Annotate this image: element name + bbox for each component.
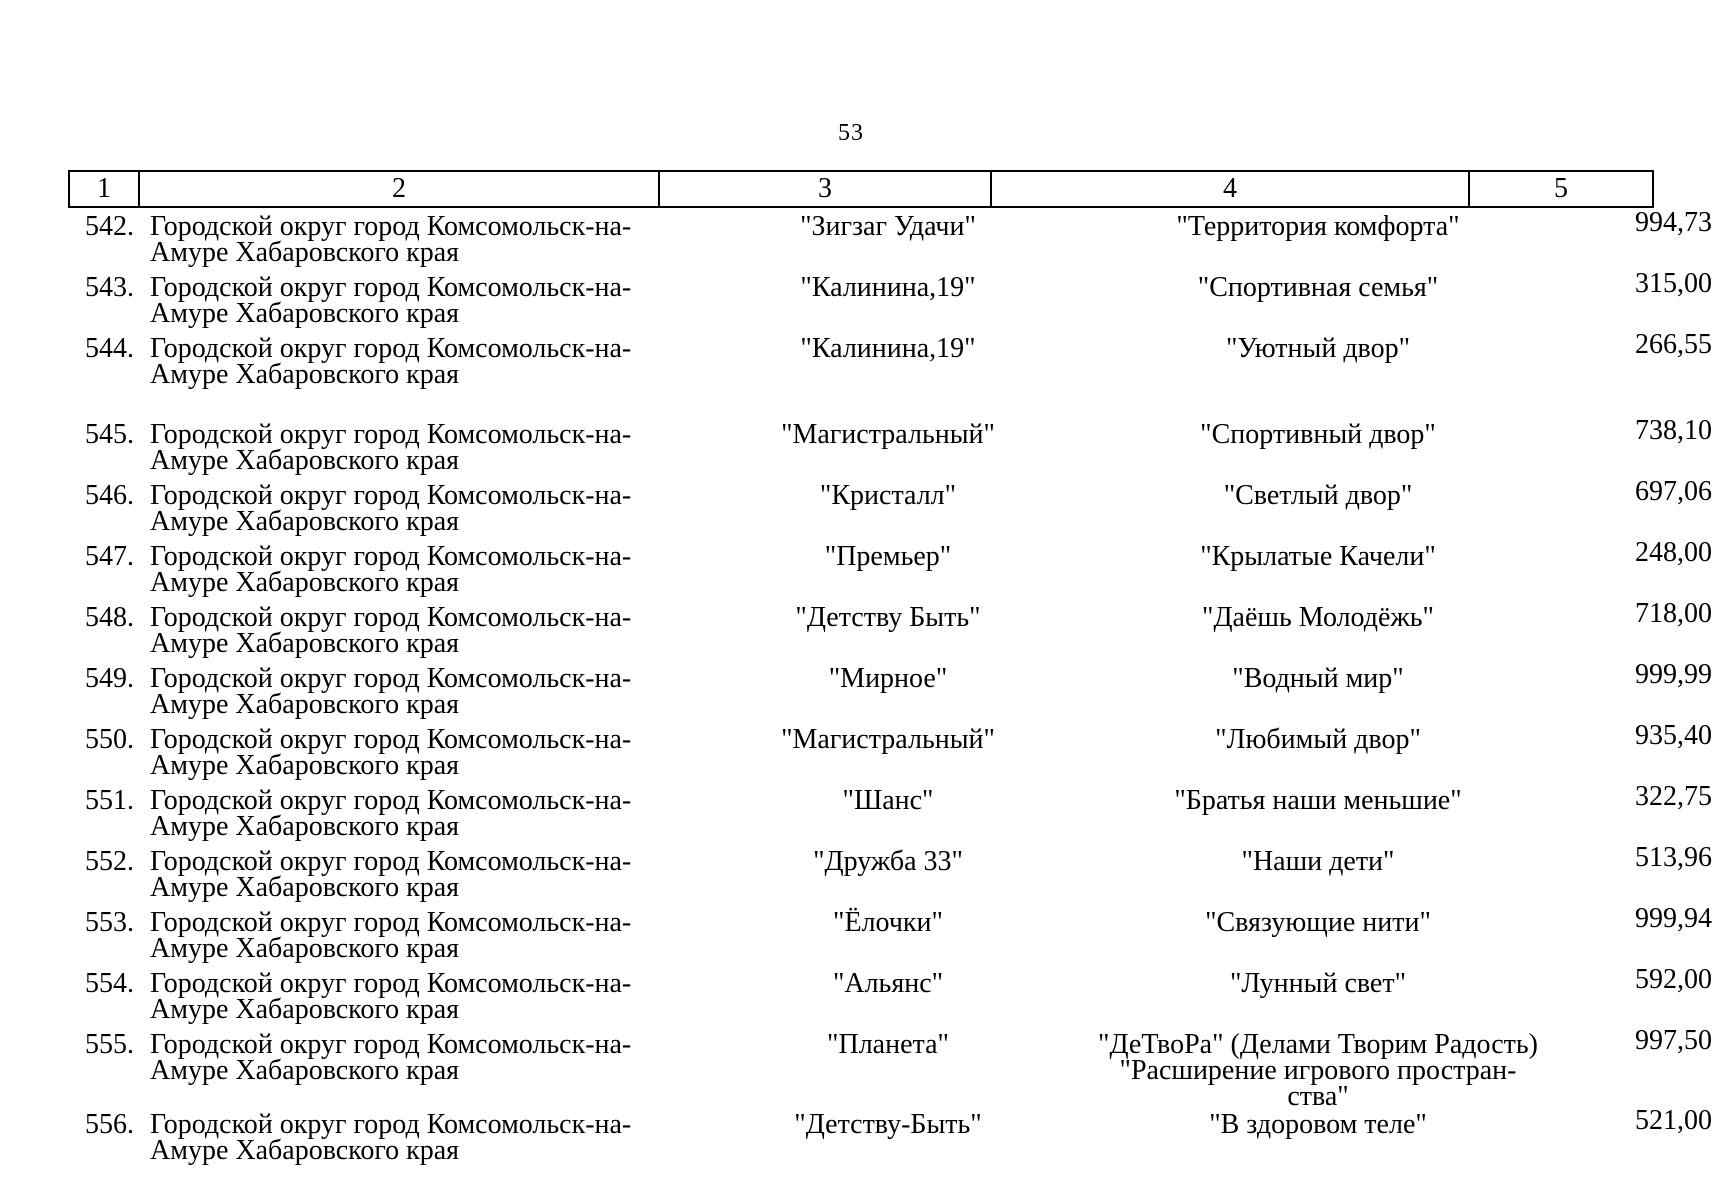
project-cell: "Наши дети": [1241, 846, 1395, 877]
project-cell: "Любимый двор": [1215, 724, 1421, 755]
project-cell: "Уютный двор": [1225, 333, 1411, 364]
row-number: 551.: [85, 785, 134, 816]
organization-cell: "Альянс": [832, 968, 944, 999]
row-number: 549.: [85, 663, 134, 694]
municipality-cell: [150, 785, 710, 842]
column-header-2: 2: [139, 171, 659, 207]
table-row: [68, 537, 1712, 601]
project-line: "Расширение игрового простран-: [1119, 1055, 1517, 1086]
municipality-line: Городской округ город Комсомольск-на-: [150, 1109, 632, 1140]
project-cell: "Лунный свет": [1229, 968, 1407, 999]
municipality-line: Амуре Хабаровского края: [150, 994, 460, 1025]
municipality-cell: [150, 211, 710, 268]
row-number: 546.: [85, 480, 134, 511]
row-number: 553.: [85, 907, 134, 938]
municipality-line: Амуре Хабаровского края: [150, 933, 460, 964]
municipality-line: Городской округ город Комсомольск-на-: [150, 1029, 632, 1060]
municipality-line: Городской округ город Комсомольск-на-: [150, 272, 632, 303]
municipality-line: Городской округ город Комсомольск-на-: [150, 541, 632, 572]
municipality-line: Городской округ город Комсомольск-на-: [150, 333, 632, 364]
table-row: [68, 329, 1712, 418]
page-number: 53: [838, 120, 864, 146]
table-row: [68, 720, 1712, 784]
table-row: [68, 1105, 1712, 1169]
organization-cell: "Калинина,19": [800, 272, 976, 303]
organization-cell: "Детству-Быть": [794, 1109, 982, 1140]
organization-cell: "Премьер": [824, 541, 952, 572]
municipality-line: Амуре Хабаровского края: [150, 750, 460, 781]
table-row: [68, 781, 1712, 845]
municipality-line: Амуре Хабаровского края: [150, 298, 460, 329]
municipality-line: Городской округ город Комсомольск-на-: [150, 419, 632, 450]
municipality-line: Городской округ город Комсомольск-на-: [150, 907, 632, 938]
municipality-line: Амуре Хабаровского края: [150, 359, 460, 390]
project-cell: "Водный мир": [1232, 663, 1404, 694]
row-number: 555.: [85, 1029, 134, 1060]
municipality-line: Городской округ город Комсомольск-на-: [150, 480, 632, 511]
row-number: 552.: [85, 846, 134, 877]
table-row: [68, 598, 1712, 662]
organization-cell: "Магистральный": [781, 419, 995, 450]
organization-cell: "Кристалл": [819, 480, 957, 511]
municipality-line: Городской округ город Комсомольск-на-: [150, 785, 632, 816]
amount-cell: 997,50: [1635, 1025, 1712, 1056]
municipality-cell: [150, 419, 710, 476]
municipality-cell: [150, 1029, 710, 1086]
municipality-line: Амуре Хабаровского края: [150, 445, 460, 476]
municipality-cell: [150, 846, 710, 903]
municipality-line: Амуре Хабаровского края: [150, 689, 460, 720]
organization-cell: "Планета": [827, 1029, 949, 1060]
municipality-line: Амуре Хабаровского края: [150, 872, 460, 903]
municipality-line: Амуре Хабаровского края: [150, 567, 460, 598]
row-number: 543.: [85, 272, 134, 303]
amount-cell: 322,75: [1635, 781, 1712, 812]
project-cell: "Спортивная семья": [1197, 272, 1439, 303]
row-number: 554.: [85, 968, 134, 999]
column-header-4: 4: [991, 171, 1469, 207]
municipality-line: Городской округ город Комсомольск-на-: [150, 602, 632, 633]
municipality-line: Амуре Хабаровского края: [150, 506, 460, 537]
municipality-line: Городской округ город Комсомольск-на-: [150, 846, 632, 877]
municipality-cell: [150, 907, 710, 964]
municipality-cell: [150, 968, 710, 1025]
column-header-row: [68, 170, 1654, 208]
amount-cell: 994,73: [1635, 207, 1712, 238]
municipality-line: Городской округ город Комсомольск-на-: [150, 724, 632, 755]
row-number: 556.: [85, 1109, 134, 1140]
organization-cell: "Калинина,19": [800, 333, 976, 364]
project-cell: "Спортивный двор": [1200, 419, 1436, 450]
amount-cell: 697,06: [1635, 476, 1712, 507]
municipality-cell: [150, 480, 710, 537]
municipality-cell: [150, 541, 710, 598]
table-row: [68, 207, 1712, 271]
table-row: [68, 1025, 1712, 1112]
project-cell: "Крылатые Качели": [1200, 541, 1436, 572]
municipality-line: Городской округ город Комсомольск-на-: [150, 211, 632, 242]
table-row: [68, 268, 1712, 332]
project-cell: "Связующие нити": [1205, 907, 1431, 938]
organization-cell: "Дружба 33": [813, 846, 963, 877]
amount-cell: 248,00: [1635, 537, 1712, 568]
municipality-line: Амуре Хабаровского края: [150, 628, 460, 659]
amount-cell: 718,00: [1635, 598, 1712, 629]
organization-cell: "Зигзаг Удачи": [800, 211, 976, 242]
municipality-line: Амуре Хабаровского края: [150, 811, 460, 842]
project-line: ства": [1287, 1081, 1349, 1112]
column-header-3: 3: [659, 171, 991, 207]
row-number: 550.: [85, 724, 134, 755]
project-cell: "Светлый двор": [1223, 480, 1413, 511]
table-row: [68, 903, 1712, 967]
row-number: 542.: [85, 211, 134, 242]
municipality-cell: [150, 272, 710, 329]
organization-cell: "Шанс": [842, 785, 934, 816]
amount-cell: 738,10: [1635, 415, 1712, 446]
municipality-cell: [150, 602, 710, 659]
column-header-5: 5: [1469, 171, 1653, 207]
municipality-line: Амуре Хабаровского края: [150, 1055, 460, 1086]
municipality-line: Амуре Хабаровского края: [150, 1135, 460, 1166]
table-row: [68, 415, 1712, 479]
municipality-line: Городской округ город Комсомольск-на-: [150, 968, 632, 999]
row-number: 548.: [85, 602, 134, 633]
amount-cell: 935,40: [1635, 720, 1712, 751]
amount-cell: 592,00: [1635, 964, 1712, 995]
amount-cell: 315,00: [1635, 268, 1712, 299]
amount-cell: 999,99: [1635, 659, 1712, 690]
municipality-cell: [150, 663, 710, 720]
organization-cell: "Ёлочки": [833, 907, 943, 938]
organization-cell: "Мирное": [828, 663, 948, 694]
table-body: [68, 207, 1712, 1169]
project-cell: "Братья наши меньшие": [1174, 785, 1462, 816]
project-cell: "Территория комфорта": [1176, 211, 1460, 242]
table-row: [68, 476, 1712, 540]
row-number: 544.: [85, 333, 134, 364]
row-number: 547.: [85, 541, 134, 572]
municipality-cell: [150, 1109, 710, 1166]
amount-cell: 266,55: [1635, 329, 1712, 360]
table-row: [68, 842, 1712, 906]
amount-cell: 521,00: [1635, 1105, 1712, 1136]
project-cell: "Даёшь Молодёжь": [1202, 602, 1434, 633]
municipality-cell: [150, 333, 710, 390]
organization-cell: "Детству Быть": [795, 602, 981, 633]
municipality-line: Амуре Хабаровского края: [150, 237, 460, 268]
organization-cell: "Магистральный": [781, 724, 995, 755]
row-number: 545.: [85, 419, 134, 450]
table-row: [68, 964, 1712, 1028]
amount-cell: 999,94: [1635, 903, 1712, 934]
table-row: [68, 659, 1712, 723]
column-header-1: 1: [69, 171, 139, 207]
municipality-line: Городской округ город Комсомольск-на-: [150, 663, 632, 694]
municipality-cell: [150, 724, 710, 781]
project-line: "ДеТвоРа" (Делами Творим Радость): [1098, 1029, 1538, 1060]
amount-cell: 513,96: [1635, 842, 1712, 873]
project-cell: "В здоровом теле": [1209, 1109, 1427, 1140]
